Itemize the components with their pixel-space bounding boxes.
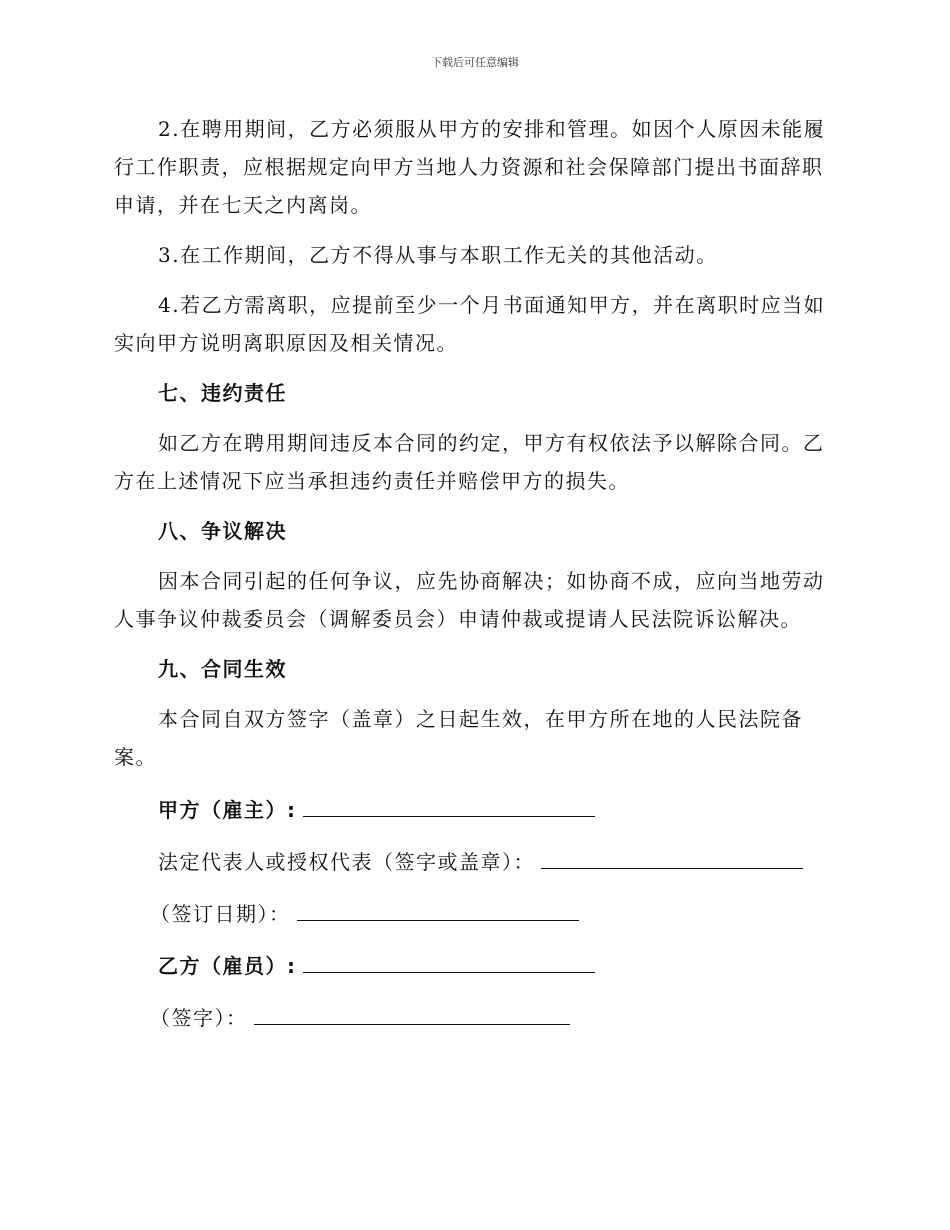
sign-date-label: （签订日期）： <box>150 902 291 926</box>
document-body <box>114 110 839 1048</box>
legal-rep-signature-row <box>158 840 839 878</box>
party-a-label: 甲方（雇主）: <box>158 798 297 822</box>
employee-signature-line[interactable] <box>254 996 570 1025</box>
employee-signature-row <box>150 996 839 1034</box>
party-a-signature-line[interactable] <box>303 788 595 817</box>
party-b-signature-row <box>158 944 839 982</box>
clause-2: 2.在聘用期间，乙方必须服从甲方的安排和管理。如因个人原因未能履行工作职责，应根据规定向甲方当地人力资源和社会保障部门提出书面辞职申请，并在七天之内离岗。 <box>114 117 826 217</box>
page-header: 下载后可任意编辑 <box>431 56 519 69</box>
clause-3: 3.在工作期间，乙方不得从事与本职工作无关的其他活动。 <box>158 243 718 267</box>
dispute-paragraph: 因本合同引起的任何争议，应先协商解决；如协商不成，应向当地劳动人事争议仲裁委员会（调解委员会）申请仲裁或提请人民法院诉讼解决。 <box>114 569 825 631</box>
legal-rep-label: 法定代表人或授权代表（签字或盖章）： <box>158 850 535 874</box>
legal-rep-signature-line[interactable] <box>541 840 803 869</box>
section-heading-dispute: 八、争议解决 <box>158 519 287 543</box>
party-b-label: 乙方（雇员）: <box>158 954 297 978</box>
clause-4: 4.若乙方需离职，应提前至少一个月书面通知甲方，并在离职时应当如实向甲方说明离职原因及相关情况。 <box>114 293 826 355</box>
section-heading-breach: 七、违约责任 <box>158 381 287 405</box>
section-heading-effect: 九、合同生效 <box>158 657 287 681</box>
breach-paragraph: 如乙方在聘用期间违反本合同的约定，甲方有权依法予以解除合同。乙方在上述情况下应当承担违约责任并赔偿甲方的损失。 <box>114 431 825 493</box>
sign-date-line[interactable] <box>297 892 579 921</box>
party-b-signature-line[interactable] <box>303 944 595 973</box>
employee-signature-label: （签字）： <box>150 1006 248 1030</box>
party-a-signature-row <box>158 788 839 826</box>
sign-date-row <box>150 892 839 930</box>
effect-paragraph: 本合同自双方签字（盖章）之日起生效，在甲方所在地的人民法院备案。 <box>114 707 803 769</box>
